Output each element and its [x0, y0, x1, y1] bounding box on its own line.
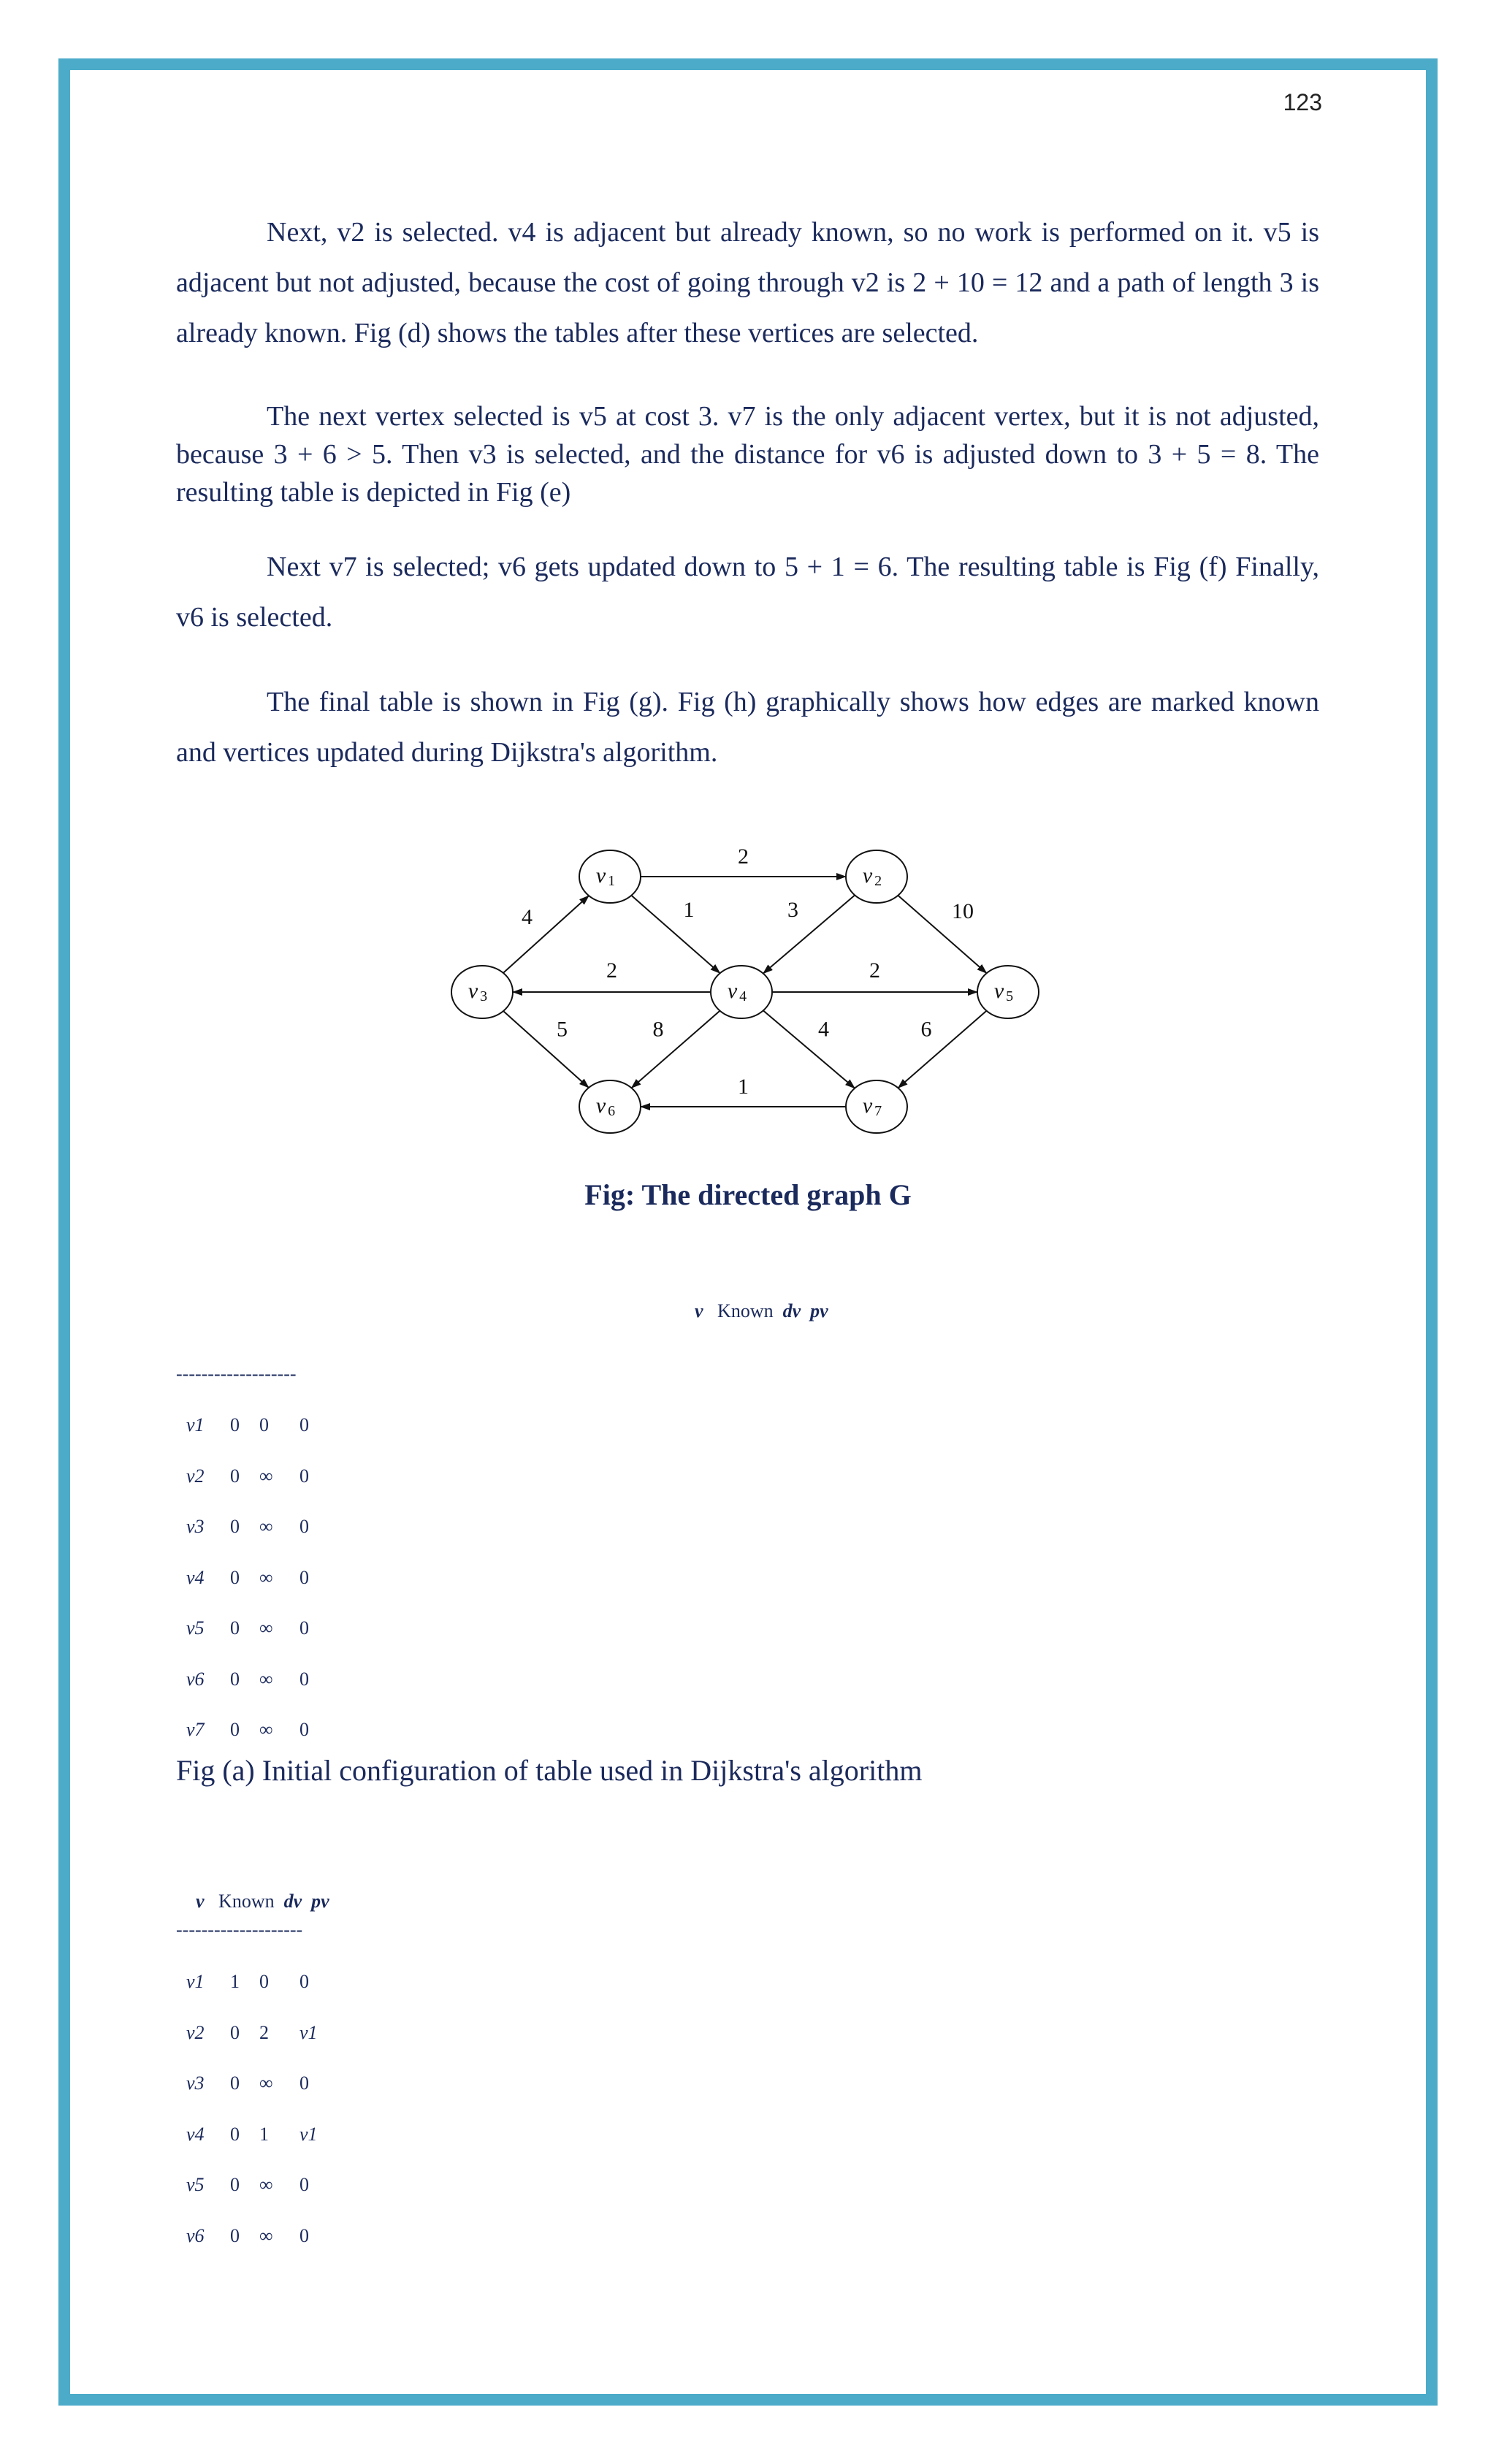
edge-weight-v2-v4: 3	[787, 898, 798, 922]
table-b-cell: 0	[230, 2021, 240, 2043]
table-b-cell: v6	[186, 2224, 205, 2246]
vertex-label-v2: v 2	[862, 863, 882, 889]
table-a-cell: 0	[230, 1465, 240, 1487]
table-a-cell: 0	[299, 1617, 309, 1639]
table-b-cell: v4	[186, 2123, 205, 2145]
edge-weight-v1-v4: 1	[683, 898, 695, 922]
table-b-header-pv: pv	[311, 1891, 329, 1912]
table-a-cell: 0	[230, 1719, 240, 1740]
table-a-cell: v3	[186, 1516, 205, 1537]
table-b-cell: 1	[230, 1971, 240, 1992]
table-b-cell: v5	[186, 2174, 205, 2195]
paragraph-1: Next, v2 is selected. v4 is adjacent but already known, so no work is performed on it. v5 is adjacent but not adjusted, because the cost of going through v2 is 2 + 10 = 12 and a path of length 3 is already known. Fig (d) shows the tables after these vertices are selected.	[176, 217, 1319, 348]
page-number: 123	[1283, 89, 1322, 115]
table-b-cell: 0	[259, 1971, 269, 1992]
table-a-cell: 0	[259, 1414, 269, 1435]
table-a-cell: ∞	[259, 1465, 273, 1487]
table-b-cell: v3	[186, 2072, 205, 2094]
table-a-cell: 0	[230, 1668, 240, 1690]
vertex-label-v1: v 1	[595, 863, 616, 889]
vertex-label-v4: v 4	[727, 979, 747, 1004]
table-b-cell: ∞	[259, 2072, 273, 2094]
table-a-cell: v6	[186, 1668, 205, 1690]
table-a-cell: v7	[186, 1719, 205, 1740]
graph-caption: Fig: The directed graph G	[584, 1178, 912, 1211]
table-a-cell: 0	[299, 1465, 309, 1487]
table-a-cell: 0	[230, 1414, 240, 1435]
table-b-cell: 0	[230, 2224, 240, 2246]
table-a-cell: 0	[299, 1719, 309, 1740]
edge-weight-v4-v7: 4	[818, 1017, 829, 1042]
table-a-header	[685, 1278, 828, 1322]
table-a-header-v: v	[695, 1300, 703, 1321]
edge-weight-v7-v6: 1	[738, 1075, 749, 1099]
paragraph-2: The next vertex selected is v5 at cost 3. v7 is the only adjacent vertex, but it is not adjusted, because 3 + 6 > 5. Then v3 is selected, and the distance for v6 is adjusted down to 3 + 5 = 8. The resulting table is depicted in Fig (e)	[176, 401, 1319, 508]
table-a-header-pv: pv	[810, 1300, 828, 1321]
table-b-cell: 0	[299, 2072, 309, 2094]
table-a-cell: v5	[186, 1617, 205, 1639]
table-b-header-dv: dv	[283, 1891, 302, 1912]
edge-weight-v2-v5: 10	[952, 899, 974, 923]
table-b-cell: v1	[299, 2123, 318, 2145]
table-a-cell: ∞	[259, 1719, 273, 1740]
vertex-label-v7: v 7	[862, 1094, 882, 1119]
table-b-divider: --------------------	[176, 1919, 303, 1940]
table-a-cell: 0	[230, 1516, 240, 1537]
table-b-cell: v1	[186, 1971, 205, 1992]
table-a-cell: 0	[299, 1566, 309, 1588]
vertex-label-v6: v 6	[595, 1094, 616, 1119]
table-b-cell: 0	[299, 2224, 309, 2246]
table-a-cell: 0	[230, 1617, 240, 1639]
edge-v4-v6	[631, 1011, 720, 1088]
table-a-divider: -------------------	[176, 1363, 297, 1384]
table-a-cell: 0	[299, 1414, 309, 1435]
table-b-cell: 0	[299, 2174, 309, 2195]
table-a-cell: 0	[299, 1668, 309, 1690]
edge-weight-v1-v2: 2	[738, 844, 749, 869]
table-b-header-v: v	[196, 1891, 205, 1912]
table-a-cell: v2	[186, 1465, 205, 1487]
table-b-cell: 0	[230, 2174, 240, 2195]
table-b-cell: v1	[299, 2021, 318, 2043]
edge-weight-v5-v7: 6	[920, 1017, 932, 1042]
table-b-cell: 0	[230, 2072, 240, 2094]
table-a-cell: 0	[230, 1566, 240, 1588]
directed-graph	[438, 833, 1045, 1140]
table-b-cell: 0	[299, 1971, 309, 1992]
edge-v1-v4	[631, 896, 720, 973]
edge-weight-v4-v3: 2	[606, 958, 617, 983]
table-a-cell: ∞	[259, 1516, 273, 1537]
vertex-label-v5: v 5	[993, 979, 1014, 1004]
table-a-cell: v1	[186, 1414, 205, 1435]
edge-v4-v7	[763, 1010, 855, 1088]
table-b-header-known: Known	[218, 1891, 275, 1912]
table-a-header-known: Known	[717, 1300, 774, 1321]
table-a-header-dv: dv	[782, 1300, 801, 1321]
edge-weight-v3-v6: 5	[557, 1017, 568, 1042]
table-b-cell: ∞	[259, 2174, 273, 2195]
edge-v2-v4	[763, 895, 855, 973]
table-a-cell: ∞	[259, 1566, 273, 1588]
table-a-cell: ∞	[259, 1617, 273, 1639]
vertex-label-v3: v 3	[468, 979, 488, 1004]
table-b-cell: v2	[186, 2021, 205, 2043]
edge-weight-v4-v5: 2	[869, 958, 880, 983]
edge-v5-v7	[898, 1011, 986, 1088]
table-b-cell: ∞	[259, 2224, 273, 2246]
edge-v3-v1	[503, 896, 589, 973]
paragraph-3: Next v7 is selected; v6 gets updated down to 5 + 1 = 6. The resulting table is Fig (f) Finally, v6 is selected.	[176, 552, 1319, 633]
table-b-cell: 0	[230, 2123, 240, 2145]
table-b-cell: 1	[259, 2123, 269, 2145]
table-a-cell: v4	[186, 1566, 205, 1588]
table-b-cell: 2	[259, 2021, 269, 2043]
paragraph-4: The final table is shown in Fig (g). Fig (h) graphically shows how edges are marked known and vertices updated during Dijkstra's algorithm.	[176, 687, 1319, 768]
table-a-caption: Fig (a) Initial configuration of table used in Dijkstra's algorithm	[176, 1754, 923, 1787]
edge-weight-v4-v6: 8	[652, 1017, 664, 1042]
table-b-header	[186, 1869, 329, 1912]
edge-weight-v3-v1: 4	[522, 905, 533, 929]
edge-v3-v6	[503, 1011, 589, 1088]
table-a-cell: ∞	[259, 1668, 273, 1690]
table-a-cell: 0	[299, 1516, 309, 1537]
